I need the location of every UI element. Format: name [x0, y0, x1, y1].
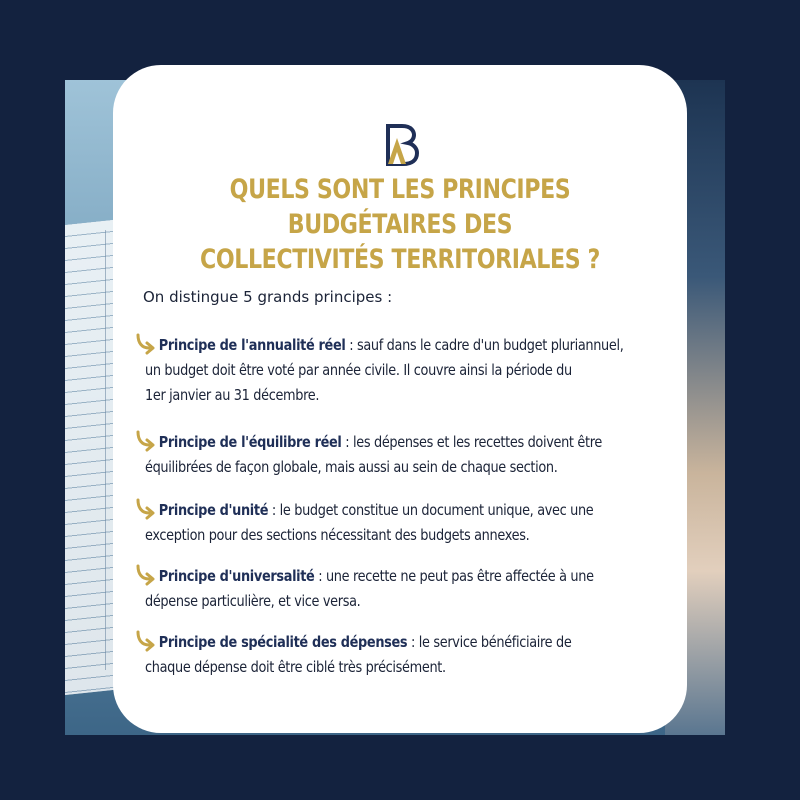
principle-text	[145, 630, 678, 680]
principle-equilibre	[135, 430, 680, 480]
principle-name: Principe de l'équilibre réel	[158, 433, 342, 451]
principle-name: Principe de l'annualité réel	[158, 336, 346, 354]
principle-desc-line-2: équilibrées de façon globale, mais aussi au sein de chaque section.	[145, 458, 558, 476]
principle-desc-line-3: 1er janvier au 31 décembre.	[145, 386, 320, 404]
principle-desc-line-1: le service bénéficiaire de	[418, 633, 572, 651]
principle-desc-line-1: le budget constitue un document unique, avec une	[279, 501, 594, 519]
principle-name: Principe d'unité	[158, 501, 269, 519]
principle-desc-line-2: un budget doit être voté par année civile. Il couvre ainsi la période du	[145, 361, 572, 379]
principle-desc-line-2: chaque dépense doit être ciblé très précisément.	[145, 658, 446, 676]
principle-text	[145, 333, 678, 408]
principle-desc-line-1: les dépenses et les recettes doivent être	[353, 433, 602, 451]
page-title	[165, 172, 636, 277]
principle-text	[145, 564, 678, 614]
principle-text	[145, 430, 678, 480]
principle-specialite	[135, 630, 680, 680]
separator: :	[345, 336, 357, 354]
title-line-2: COLLECTIVITÉS TERRITORIALES ?	[199, 244, 600, 275]
principle-annualite	[135, 333, 680, 408]
separator: :	[314, 567, 326, 585]
separator: :	[407, 633, 419, 651]
principle-desc-line-2: exception pour des sections nécessitant des budgets annexes.	[145, 526, 530, 544]
principle-desc-line-2: dépense particulière, et vice versa.	[145, 592, 361, 610]
intro-text: On distingue 5 grands principes :	[143, 288, 393, 306]
separator: :	[341, 433, 354, 451]
title-line-1: QUELS SONT LES PRINCIPES BUDGÉTAIRES DES	[229, 174, 571, 240]
principle-desc-line-1: sauf dans le cadre d'un budget pluriannuel,	[356, 336, 624, 354]
principle-name: Principe d'universalité	[158, 567, 315, 585]
separator: :	[268, 501, 280, 519]
principle-name: Principe de spécialité des dépenses	[158, 633, 408, 651]
spreadsheet-divider	[105, 230, 106, 670]
principle-universalite	[135, 564, 680, 614]
principle-text	[145, 498, 678, 548]
principle-desc-line-1: une recette ne peut pas être affectée à une	[325, 567, 594, 585]
logo-icon	[382, 122, 422, 168]
principle-unite	[135, 498, 680, 548]
